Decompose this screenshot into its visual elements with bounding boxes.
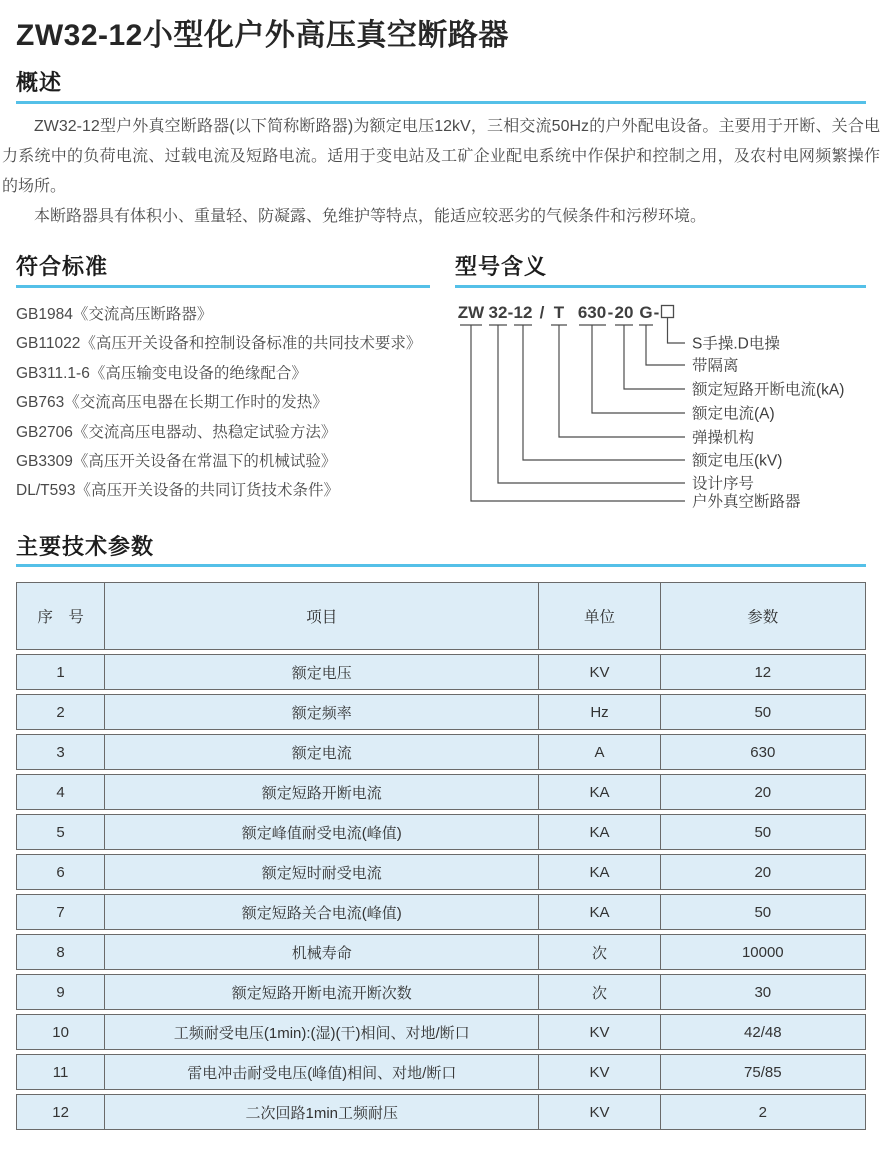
table-cell-item: 额定短时耐受电流 <box>105 855 539 889</box>
model-segment-dash1: - <box>507 303 514 322</box>
model-label-breaker-type: 户外真空断路器 <box>692 493 801 511</box>
table-cell-item: 机械寿命 <box>105 935 539 969</box>
table-cell-index: 4 <box>17 775 105 809</box>
table-row <box>16 1014 866 1050</box>
model-label-mechanism: 弹操机构 <box>692 429 755 447</box>
table-cell-item: 工频耐受电压(1min):(湿)(干)相间、对地/断口 <box>105 1015 539 1049</box>
table-cell-value: 630 <box>750 743 776 761</box>
table-cell-index: 5 <box>17 815 105 849</box>
model-segment-design: 32 <box>488 303 508 322</box>
model-rule <box>455 285 866 288</box>
model-label-rated-voltage: 额定电压(kV) <box>692 452 783 470</box>
table-cell-value: 30 <box>754 983 772 1001</box>
model-segment-slash: / <box>539 303 545 322</box>
table-cell-item: 额定电压 <box>105 655 539 689</box>
overview-paragraph-2: 本断路器具有体积小、重量轻、防凝露、免维护等特点，能适应较恶劣的气候条件和污秽环境。 <box>34 208 707 225</box>
standards-list <box>16 300 446 506</box>
table-cell-value: 75/85 <box>744 1063 782 1081</box>
table-cell-index: 2 <box>17 695 105 729</box>
model-segment-current: 630 <box>577 303 607 322</box>
table-cell-unit: KA <box>539 895 660 929</box>
table-row <box>16 774 866 810</box>
table-cell-item: 额定频率 <box>105 695 539 729</box>
table-cell-index: 12 <box>17 1095 105 1129</box>
table-row <box>16 854 866 890</box>
model-connector-lines <box>471 318 685 502</box>
model-segment-voltage: 12 <box>513 303 533 322</box>
standards-rule <box>16 285 430 288</box>
table-header-value: 参数 <box>747 609 779 626</box>
parameters-heading: 主要技术参数 <box>16 534 155 559</box>
overview-paragraphs <box>2 112 880 232</box>
parameters-table <box>16 582 866 1134</box>
table-cell-item: 额定电流 <box>105 735 539 769</box>
table-row <box>16 814 866 850</box>
table-row <box>16 934 866 970</box>
overview-paragraph-1: ZW32-12型户外真空断路器(以下简称断路器)为额定电压12kV，三相交流50Hz的户外配电设备。主要用于开断、关合电力系统中的负荷电流、过载电流及短路电流。适用于变电站及工矿企业配电系统中作保护和控制之用，及农村电网频繁操作的场所。 <box>2 118 880 195</box>
model-label-operation: S手操.D电操 <box>692 335 780 353</box>
table-cell-index: 9 <box>17 975 105 1009</box>
table-cell-item: 额定短路开断电流开断次数 <box>105 975 539 1009</box>
table-cell-unit: KV <box>539 655 660 689</box>
table-header-index: 序 号 <box>17 583 105 649</box>
table-row <box>16 694 866 730</box>
model-segment-isolation: G <box>639 303 653 322</box>
table-cell-unit: KV <box>539 1015 660 1049</box>
table-row <box>16 974 866 1010</box>
model-label-breaking-current: 额定短路开断电流(kA) <box>692 381 845 399</box>
table-cell-value: 50 <box>754 823 772 841</box>
table-cell-unit: KV <box>539 1095 660 1129</box>
model-segment-dash3: - <box>653 303 660 322</box>
table-cell-value: 20 <box>754 863 772 881</box>
table-cell-unit: 次 <box>539 975 660 1009</box>
table-header-row <box>16 582 866 650</box>
standard-item: GB2706《交流高压电器动、热稳定试验方法》 <box>16 423 337 441</box>
table-cell-unit: KV <box>539 1055 660 1089</box>
model-heading: 型号含义 <box>455 254 548 279</box>
model-segment-dash2: - <box>607 303 614 322</box>
model-label-isolation: 带隔离 <box>692 357 739 375</box>
standard-item: GB763《交流高压电器在长期工作时的发热》 <box>16 394 328 412</box>
table-row <box>16 734 866 770</box>
table-cell-index: 11 <box>17 1055 105 1089</box>
standard-item: GB3309《高压开关设备在常温下的机械试验》 <box>16 453 337 471</box>
standard-item: GB311.1-6《高压输变电设备的绝缘配合》 <box>16 364 307 382</box>
standard-item: GB11022《高压开关设备和控制设备标准的共同技术要求》 <box>16 335 422 353</box>
table-cell-item: 雷电冲击耐受电压(峰值)相间、对地/断口 <box>105 1055 539 1089</box>
table-row <box>16 894 866 930</box>
table-cell-unit: KA <box>539 855 660 889</box>
table-cell-value: 42/48 <box>744 1023 782 1041</box>
model-segment-series: ZW <box>457 303 485 322</box>
table-cell-unit: KA <box>539 815 660 849</box>
model-placeholder-box <box>662 306 674 318</box>
table-cell-unit: Hz <box>539 695 660 729</box>
table-cell-value: 50 <box>754 703 772 721</box>
table-header-item: 项目 <box>105 583 539 649</box>
table-cell-value: 12 <box>754 663 772 681</box>
parameters-rule <box>16 564 866 567</box>
standard-item: GB1984《交流高压断路器》 <box>16 306 213 323</box>
table-row <box>16 1094 866 1130</box>
table-row <box>16 654 866 690</box>
standards-heading: 符合标准 <box>16 254 109 279</box>
table-cell-unit: KA <box>539 775 660 809</box>
model-label-rated-current: 额定电流(A) <box>692 405 775 423</box>
table-row <box>16 1054 866 1090</box>
table-cell-index: 7 <box>17 895 105 929</box>
table-cell-index: 10 <box>17 1015 105 1049</box>
table-cell-value: 10000 <box>741 943 784 961</box>
model-segment-breaking: 20 <box>614 303 634 322</box>
table-cell-unit: A <box>539 735 660 769</box>
table-cell-item: 额定峰值耐受电流(峰值) <box>105 815 539 849</box>
overview-heading: 概述 <box>16 70 63 95</box>
table-cell-item: 二次回路1min工频耐压 <box>105 1095 539 1129</box>
table-header-unit: 单位 <box>539 583 660 649</box>
table-cell-value: 20 <box>754 783 772 801</box>
table-cell-index: 6 <box>17 855 105 889</box>
table-cell-unit: 次 <box>539 935 660 969</box>
table-cell-value: 50 <box>754 903 772 921</box>
table-cell-value: 2 <box>758 1103 767 1121</box>
model-code-diagram <box>455 296 866 528</box>
page-title: ZW32-12小型化户外高压真空断路器 <box>16 19 509 52</box>
standard-item: DL/T593《高压开关设备的共同订货技术条件》 <box>16 482 339 500</box>
table-cell-index: 1 <box>17 655 105 689</box>
table-cell-item: 额定短路开断电流 <box>105 775 539 809</box>
model-label-design-number: 设计序号 <box>692 475 755 493</box>
table-cell-item: 额定短路关合电流(峰值) <box>105 895 539 929</box>
model-segment-mechanism: T <box>553 303 565 322</box>
overview-rule <box>16 101 866 104</box>
table-cell-index: 3 <box>17 735 105 769</box>
table-cell-index: 8 <box>17 935 105 969</box>
